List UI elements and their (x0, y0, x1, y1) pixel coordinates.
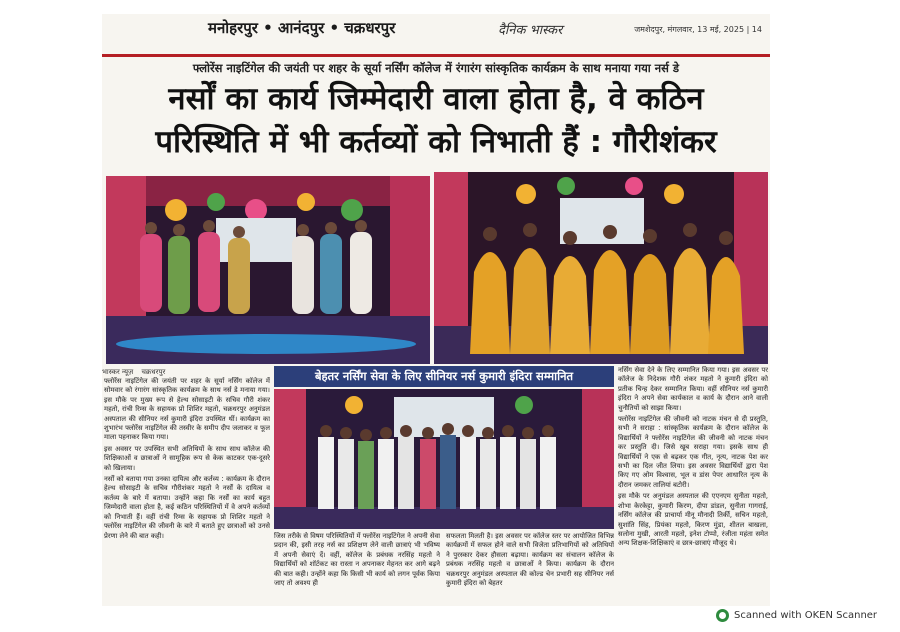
kicker-headline: फ्लोरेंस नाइटिंगेल की जयंती पर शहर के सूर्या नर्सिंग कॉलेज में रंगारंग सांस्कृतिक कार्यक्रम के साथ मनाया गया नर्स डे (192, 61, 680, 75)
scanner-watermark (716, 607, 877, 623)
photo-subhead: बेहतर नर्सिंग सेवा के लिए सीनियर नर्स कुमारी इंदिरा सम्मानित (274, 366, 614, 387)
masthead-date: जमशेदपुर, मंगलवार, 13 मई, 2025 | 14 (634, 25, 762, 34)
headline-line-1: नर्सों का कार्य जिम्मेदारी वाला होता है, वे कठिन (168, 81, 704, 117)
article-column-3 (446, 532, 614, 604)
col4-para-1: नर्सिंग सेवा देने के लिए सम्मानित किया गया। इस अवसर पर कॉलेज के निदेशक गौरी शंकर महतो ने कुमारी इंदिरा को प्रतीक चिन्ह देकर सम्मानित किया। वहीं सीनियर नर्स कुमारी इंदिरा ने अपने सेवा कार्यकाल व कार्य के दौरान आने वाली चुनौतियों को साझा किया। (618, 366, 768, 412)
newspaper-logo: दैनिक भास्कर (498, 23, 563, 38)
scanner-logo-icon (716, 609, 729, 622)
col1-para-3: नर्सों को बताया गया उनका दायित्व और कर्तव्य : कार्यक्रम के दौरान हेल्थ सोसाइटी के सचिव गौरीशंकर महतो ने नर्सों के दायित्व व कर्तव्य के बारे में बताया। उन्होंने कहा कि नर्सों का कार्य बहुत जिम्मेदारी वाला होता है, कई कठिन परिस्थितियों में वे अपने कर्तव्यों को निभाती हैं। वहीं रांची रिम्स के सहायक प्रो शिशिर महतो ने फ्लोरेंस नाइटिंगेल की जीवनी के बारे में बताते हुए छात्राओं को उनसे प्रेरणा लेने की बात कही। (104, 475, 270, 540)
byline-source: भास्कर न्यूज़ (102, 368, 134, 376)
byline-place: चक्रधरपुर (141, 368, 166, 376)
article-column-2 (274, 532, 440, 604)
newspaper-page (102, 14, 770, 606)
col1-para-1: फ्लोरेंस नाइटिंगेल की जयंती पर शहर के सूर्या नर्सिंग कॉलेज में सोमवार को रंगारंग सांस्कृतिक कार्यक्रम के साथ नर्स डे मनाया गया। इस मौके पर मुख्य रूप से हेल्थ सोसाइटी के सचिव गौरी शंकर महतो, रांची रिम्स के सहायक प्रो शिशिर महतो, चक्रधरपुर अनुमंडल अस्पताल की सीनियर नर्स कुमारी इंदिरा उपस्थित थीं। कार्यक्रम का शुभारंभ फ्लोरेंस नाइटिंगेल की तस्वीर के समीप दीप जलाकर व फूल माला पहनाकर किया गया। (104, 377, 270, 442)
photo-dance-performance (106, 176, 430, 364)
col4-para-3: इस मौके पर अनुमंडल अस्पताल की एएनएम सुनीता महतो, शोभा केरकेट्टा, कुमारी किरण, दीपा डांडल, सुनीता गागराई, नर्सिंग कॉलेज की प्राचार्या मीनू मौनादी तिर्की, सचिन महतो, सुशांति सिंह, प्रियंका महतो, किरण मुंडा, शीतल बाखला, सलोना मुखी, आरती महतो, इनेश टोप्पो, रंजीता महंता समेत अन्य शिक्षक-शिक्षिकाएं व छात्र-छात्राएं मौजूद थे। (618, 492, 768, 548)
col2-para-1: जिस तरीके से विषम परिस्थितियों में फ्लोरेंस नाइटिंगेल ने अपनी सेवा प्रदान की, इसी तरह नर्स का प्रशिक्षण लेने वाली छात्राएं भी भविष्य में अपनी सेवाएं दें। वहीं, कॉलेज के प्रबंधक नरसिंह महतो ने विद्यार्थियों को शॉर्टकट का रास्ता न अपनाकर मेहनत कर आगे बढ़ने की बात कही। उन्होंने कहा कि किसी भी कार्य को लगन पूर्वक किया जाए तो अवश्य ही (274, 532, 440, 588)
main-headline (102, 78, 770, 164)
col1-para-2: इस अवसर पर उपस्थित सभी अतिथियों के साथ साथ कॉलेज की शिक्षिकाओं व छात्राओं ने सामूहिक रूप से केक काटकर एक-दूसरे को खिलाया। (104, 444, 270, 472)
scanner-label: Scanned with OKEN Scanner (734, 609, 878, 621)
photo-yellow-saree-dance (434, 172, 768, 364)
article-column-1 (104, 377, 270, 605)
masthead-cities: मनोहरपुर • आनंदपुर • चक्रधरपुर (208, 19, 396, 37)
col3-para-1: सफलता मिलती है। इस अवसर पर कॉलेज स्तर पर आयोजित विभिन्न कार्यक्रमों में सफल होने वाले सभी विजेता प्रतिभागियों को अतिथियों ने पुरस्कार देकर हौसला बढ़ाया। कार्यक्रम का संचालन कॉलेज के प्रबंधक नरसिंह महतो व छात्राओं ने किया। कार्यक्रम के दौरान चक्रधरपुर अनुमंडल अस्पताल की कोल्ड चेन प्रभारी सह सीनियर नर्स कुमारी इंदिरा को बेहतर (446, 532, 614, 588)
article-column-4 (618, 366, 768, 604)
byline (102, 368, 272, 377)
headline-line-2: परिस्थिति में भी कर्तव्यों को निभाती हैं : गौरीशंकर (155, 124, 717, 160)
masthead-rule (102, 54, 770, 57)
photo-group-honour (274, 389, 614, 529)
col4-para-2: फ्लोरेंस नाइटिंगेल की जीवनी को नाटक मंचन से दी प्रस्तुति, सभी ने सराहा : सांस्कृतिक कार्यक्रम के दौरान कॉलेज के विद्यार्थियों ने फ्लोरेंस नाइटिंगेल की जीवनी को नाटक मंचन कर प्रस्तुति दी। जिसे खूब सराहा गया। इसके साथ ही विद्यार्थियों ने एक से बढ़कर एक गीत, नृत्य, नाटक पेश कर सभी का दिल जीत लिया। इस अवसर विद्यार्थियों द्वारा पेश किए गए ओम विश्वास, भूल व डांस पेपर आधारित नृत्य के दौरान जमकर तालियां बटोरी। (618, 415, 768, 489)
masthead (102, 18, 770, 52)
